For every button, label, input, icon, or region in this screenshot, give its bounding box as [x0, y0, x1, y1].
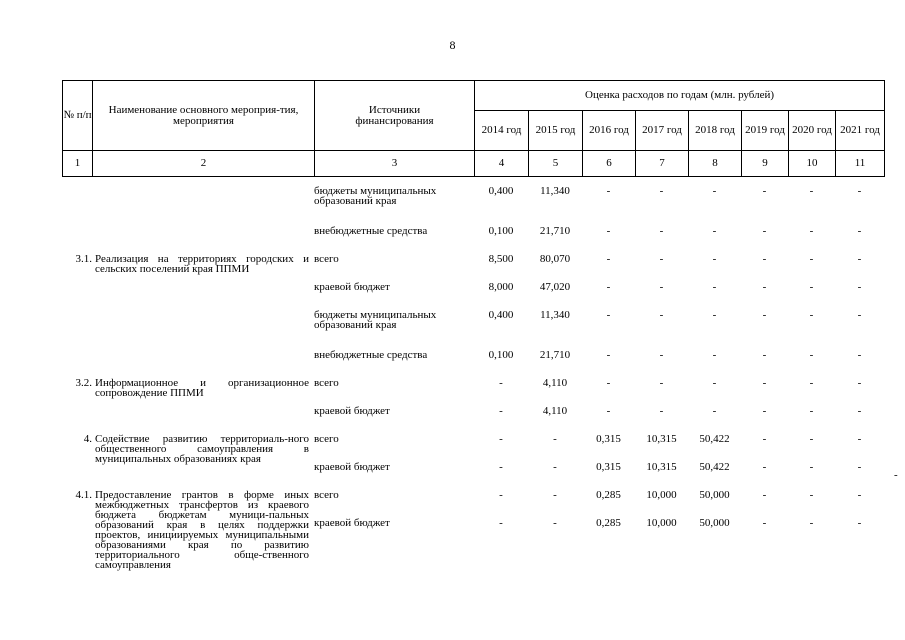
- row-number: 4.1.: [75, 489, 92, 501]
- row-value: -: [606, 405, 611, 417]
- row-value: -: [762, 281, 767, 293]
- row-value: -: [809, 433, 814, 445]
- col-number: 4: [475, 151, 529, 177]
- row-value: -: [659, 253, 664, 265]
- row-value: -: [553, 461, 557, 473]
- row-source: краевой бюджет: [314, 405, 390, 417]
- row-value: -: [857, 185, 862, 197]
- page-number: 8: [449, 38, 456, 52]
- row-source: краевой бюджет: [314, 281, 390, 293]
- row-value: -: [809, 377, 814, 389]
- row-source: внебюджетные средства: [314, 349, 428, 361]
- row-value: -: [762, 377, 767, 389]
- row-value: -: [606, 281, 611, 293]
- row-value: 50,000: [699, 517, 730, 529]
- row-source: краевой бюджет: [314, 461, 390, 473]
- row-number: 3.1.: [75, 253, 92, 265]
- col-number: 1: [63, 151, 93, 177]
- row-value: -: [712, 405, 717, 417]
- row-value: -: [857, 433, 862, 445]
- row-value: -: [762, 461, 767, 473]
- row-value: -: [499, 433, 503, 445]
- row-value: 0,100: [488, 225, 514, 237]
- row-value: 50,422: [699, 433, 730, 445]
- row-value: 0,400: [488, 185, 514, 197]
- row-value: -: [809, 225, 814, 237]
- row-value: 10,315: [646, 461, 677, 473]
- row-value: -: [857, 253, 862, 265]
- header-source: Источники финансирования: [315, 81, 475, 151]
- row-value: -: [857, 377, 862, 389]
- row-value: -: [659, 349, 664, 361]
- row-value: 47,020: [539, 281, 571, 293]
- row-value: -: [499, 461, 503, 473]
- row-value: 11,340: [540, 309, 570, 321]
- row-value: -: [809, 405, 814, 417]
- header-year: 2018 год: [689, 111, 742, 151]
- stray-dash: -: [894, 469, 898, 481]
- row-value: -: [712, 309, 717, 321]
- row-value: -: [809, 489, 814, 501]
- row-value: 4,110: [542, 405, 568, 417]
- header-year: 2014 год: [475, 111, 529, 151]
- row-value: -: [809, 461, 814, 473]
- row-value: 8,000: [488, 281, 514, 293]
- row-source: бюджеты муниципальных образований края: [314, 185, 437, 207]
- row-value: -: [762, 253, 767, 265]
- row-value: 21,710: [539, 349, 571, 361]
- row-value: 0,285: [596, 489, 621, 501]
- col-number: 2: [93, 151, 315, 177]
- row-value: -: [762, 225, 767, 237]
- header-year: 2015 год: [529, 111, 583, 151]
- row-value: 0,315: [596, 433, 621, 445]
- row-source: всего: [314, 377, 339, 389]
- row-value: -: [659, 225, 664, 237]
- row-value: 11,340: [540, 185, 570, 197]
- header-year: 2021 год: [836, 111, 885, 151]
- col-number: 8: [689, 151, 742, 177]
- row-value: 10,315: [646, 433, 677, 445]
- row-value: -: [762, 405, 767, 417]
- header-year: 2017 год: [636, 111, 689, 151]
- row-value: -: [762, 349, 767, 361]
- row-source: бюджеты муниципальных образований края: [314, 309, 437, 331]
- row-value: -: [857, 489, 862, 501]
- row-source: всего: [314, 433, 339, 445]
- row-value: 10,000: [646, 489, 677, 501]
- row-value: -: [857, 225, 862, 237]
- row-value: -: [606, 185, 611, 197]
- row-number: 3.2.: [75, 377, 92, 389]
- row-value: 21,710: [539, 225, 571, 237]
- header-num: № п/п: [63, 81, 93, 151]
- col-number: 7: [636, 151, 689, 177]
- table-header: [62, 80, 885, 177]
- row-value: 4,110: [542, 377, 568, 389]
- row-value: -: [499, 489, 503, 501]
- row-value: -: [857, 281, 862, 293]
- row-value: -: [857, 461, 862, 473]
- row-value: -: [712, 225, 717, 237]
- row-name: Информационное и организационное сопровождение ППМИ: [95, 377, 309, 399]
- row-value: -: [553, 517, 557, 529]
- row-value: -: [659, 309, 664, 321]
- row-value: -: [499, 405, 503, 417]
- row-name: Предоставление грантов в форме иных межбюджетных трансфертов из краевого бюджета бюджетам муници-пальных образований края в целях поддержки проектов, инициируемых муниципальными образованиями края по развитию территориального обще-ственного самоуправления: [95, 489, 309, 571]
- row-value: -: [712, 377, 717, 389]
- row-value: -: [712, 185, 717, 197]
- row-value: -: [606, 309, 611, 321]
- row-value: -: [553, 489, 557, 501]
- header-year: 2016 год: [583, 111, 636, 151]
- row-source: всего: [314, 489, 339, 501]
- col-number: 6: [583, 151, 636, 177]
- header-year: 2019 год: [742, 111, 789, 151]
- row-value: -: [809, 281, 814, 293]
- row-value: -: [809, 349, 814, 361]
- row-value: -: [857, 349, 862, 361]
- row-name: Реализация на территориях городских и сельских поселений края ППМИ: [95, 253, 309, 275]
- row-value: -: [762, 185, 767, 197]
- col-number: 3: [315, 151, 475, 177]
- row-value: -: [809, 309, 814, 321]
- row-value: 0,315: [596, 461, 621, 473]
- row-value: -: [712, 253, 717, 265]
- row-source: внебюджетные средства: [314, 225, 428, 237]
- row-value: 0,400: [488, 309, 514, 321]
- row-value: -: [606, 225, 611, 237]
- row-value: -: [712, 281, 717, 293]
- row-value: -: [809, 517, 814, 529]
- row-value: 0,285: [596, 517, 621, 529]
- row-value: -: [606, 253, 611, 265]
- col-number: 11: [836, 151, 885, 177]
- col-number: 10: [789, 151, 836, 177]
- row-source: краевой бюджет: [314, 517, 390, 529]
- header-year: 2020 год: [789, 111, 836, 151]
- row-value: -: [659, 405, 664, 417]
- row-source: всего: [314, 253, 339, 265]
- row-name: Содействие развитию территориаль-ного общественного самоуправления в муниципальных образованиях края: [95, 433, 309, 465]
- row-value: 50,000: [699, 489, 730, 501]
- row-value: 50,422: [699, 461, 730, 473]
- row-value: -: [606, 377, 611, 389]
- row-value: -: [499, 377, 503, 389]
- row-value: -: [606, 349, 611, 361]
- row-value: -: [499, 517, 503, 529]
- row-value: -: [809, 185, 814, 197]
- row-value: -: [659, 281, 664, 293]
- row-value: -: [857, 405, 862, 417]
- header-estimate: Оценка расходов по годам (млн. рублей): [475, 81, 885, 111]
- header-name: Наименование основного мероприя-тия, мероприятия: [93, 81, 315, 151]
- row-value: -: [762, 489, 767, 501]
- row-value: -: [659, 377, 664, 389]
- row-value: -: [762, 517, 767, 529]
- row-value: -: [762, 309, 767, 321]
- row-value: -: [857, 517, 862, 529]
- row-value: 0,100: [488, 349, 514, 361]
- row-value: -: [809, 253, 814, 265]
- row-value: -: [553, 433, 557, 445]
- col-number: 9: [742, 151, 789, 177]
- col-number: 5: [529, 151, 583, 177]
- row-value: -: [659, 185, 664, 197]
- row-value: 10,000: [646, 517, 677, 529]
- row-value: 8,500: [488, 253, 514, 265]
- row-value: -: [712, 349, 717, 361]
- row-value: -: [857, 309, 862, 321]
- row-value: -: [762, 433, 767, 445]
- row-number: 4.: [83, 433, 92, 445]
- row-value: 80,070: [539, 253, 571, 265]
